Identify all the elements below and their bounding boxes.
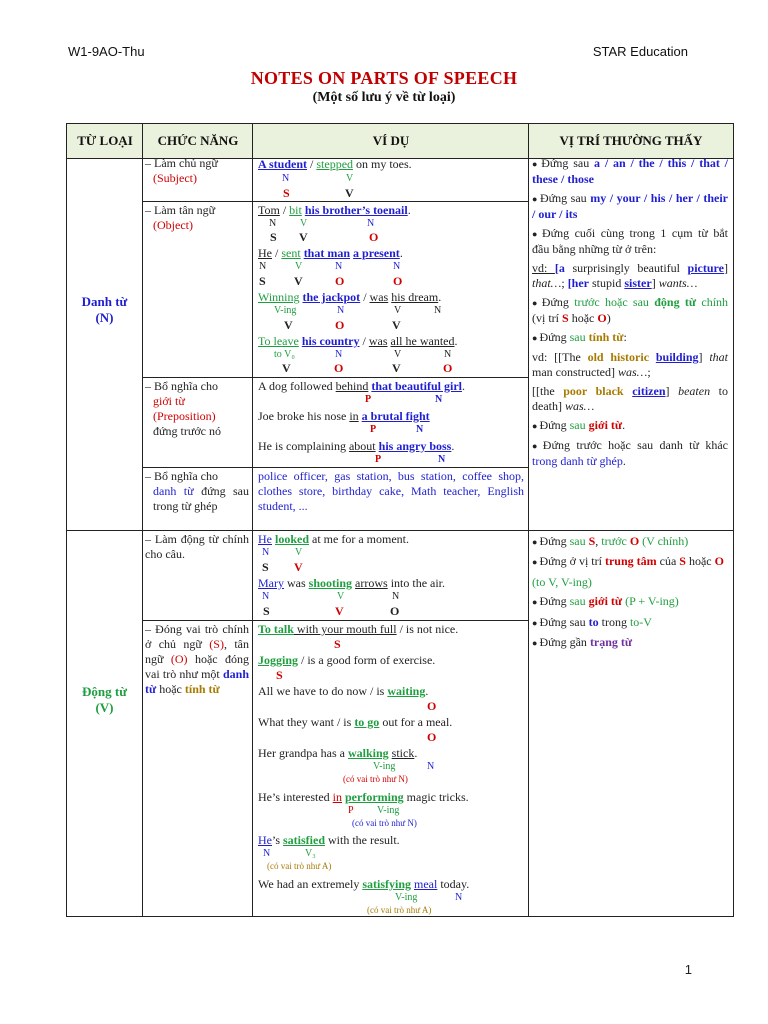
verb-abbr: (V) [95,700,114,715]
verb-function-noun-adj: – Đóng vai trò chính ở chủ ngữ (S), tân ngữ (O) hoặc đóng vai trò như một danh từ hoặc tính từ [145,622,249,696]
noun-example-5: To leave his country / was all he wanted. [258,334,458,348]
function-colored: (Object) [153,218,193,232]
tag-n: N [282,173,290,184]
grid-line [142,201,529,202]
function-colored: giới từ [153,394,185,408]
tag-n: N [335,261,343,272]
tag-p: P [370,424,377,435]
tag-v: V [394,349,402,360]
tag-tov: to V₀ [274,349,295,360]
noun-label [67,294,142,326]
grid-line [142,377,529,378]
verb-example-2: Mary was shooting arrows into the air. [258,576,446,590]
role-s: S [334,637,341,651]
role-v: V [299,230,308,244]
noun-example-2: Tom / bit his brother’s toenail. [258,203,411,217]
role-note: (có vai trò như A) [267,861,332,871]
grid-line [67,530,733,531]
tag-n: N [444,349,452,360]
tag-p: P [348,805,354,816]
noun-function-compound [145,469,249,514]
header-left: W1-9AO-Thu [68,44,145,59]
tag-n: N [427,761,435,772]
tag-n: N [434,305,442,316]
noun-function-object [145,203,249,233]
role-o: O [443,361,453,375]
function-text: đứng sau trong từ ghép [153,484,250,513]
role-v: V [294,560,303,574]
noun-example-8: He is complaining about his angry boss. [258,439,455,453]
tag-ving: V-ing [395,892,418,903]
tag-n: N [416,424,424,435]
grid-line [252,124,253,916]
page-title: NOTES ON PARTS OF SPEECH [250,68,518,88]
header-chuc-nang: CHỨC NĂNG [143,124,253,158]
tag-n: N [438,454,446,465]
noun-abbr: (N) [95,310,114,325]
tag-n: N [337,305,345,316]
verb-example-6: What they want / is to go out for a meal. [258,715,453,729]
noun-name: Danh từ [81,294,128,309]
tag-v: V [295,547,303,558]
role-o: O [335,318,345,332]
role-note: (có vai trò như A) [367,905,432,915]
role-v: V [335,604,344,618]
noun-example-1: A student / stepped on my toes. [258,157,412,171]
noun-function-subject [145,156,249,186]
grid-line [142,620,529,621]
tag-n: N [269,218,277,229]
role-s: S [259,274,266,288]
tag-n: N [335,349,343,360]
role-v: V [392,361,401,375]
role-v: V [345,186,354,200]
role-s: S [262,560,269,574]
tag-n: N [367,218,375,229]
noun-example-compound: police officer, gas station, bus station, coffee shop, clothes store, birthday cake, Math teacher, English student, ... [258,469,524,513]
verb-function-main: – Làm động từ chính cho câu. [145,532,249,561]
tag-p: P [365,394,372,405]
tag-v: V [394,305,402,316]
verb-example-10: We had an extremely satisfying meal today. [258,877,470,891]
verb-example-4: Jogging / is a good form of exercise. [258,653,436,667]
role-note: (có vai trò như N) [343,774,408,784]
tag-n: N [392,591,400,602]
role-v: V [282,361,291,375]
header-tu-loai: TỪ LOẠI [67,124,143,158]
tag-n: N [263,848,271,859]
tag-v3: V₃ [305,848,316,859]
grid-line [142,124,143,916]
tag-v: V [295,261,303,272]
verb-name: Động từ [82,684,127,699]
parts-of-speech-table [66,123,734,917]
verb-example-3: To talk with your mouth full / is not nice. [258,622,459,636]
page-number: 1 [684,962,692,977]
function-colored: (Preposition) [153,409,216,423]
tag-n: N [435,394,443,405]
role-o: O [334,361,344,375]
noun-positions: ● Đứng sau a / an / the / this / that / these / those ● Đứng sau my / your / his / her / their / our / its ● Đứng cuối cùng trong 1 cụm từ bắt đầu bằng những từ ở trên: vd: [a surprisingly beautiful picture] that…; [her stupid sister] wants… ● Đứng trước hoặc sau động từ chính (vị trí S hoặc O) ● Đứng sau tính từ: vd: [[The old historic building] that man constructed] was…; [[the poor black citizen] beaten to death] was… ● Đứng sau giới từ. ● Đứng trước hoặc sau danh từ khác trong danh từ ghép. [532,156,728,469]
tag-v: V [337,591,345,602]
function-text: – Làm tân ngữ [145,203,216,217]
page-subtitle: (Một số lưu ý về từ loại) [312,90,456,105]
role-s: S [283,186,290,200]
tag-p: P [375,454,382,465]
role-o: O [369,230,379,244]
role-s: S [263,604,270,618]
function-text: – Bổ nghĩa cho [145,379,218,393]
role-o: O [335,274,345,288]
verb-example-9: He’s satisfied with the result. [258,833,400,847]
verb-label [67,684,142,716]
function-text: – Bổ nghĩa cho [145,469,218,483]
function-text: – Làm chủ ngữ [145,156,218,170]
role-s: S [276,668,283,682]
function-text: đứng trước nó [153,424,222,438]
noun-example-6: A dog followed behind that beautiful girl. [258,379,466,393]
tag-n: N [262,547,270,558]
role-v: V [392,318,401,332]
role-o: O [393,274,403,288]
header-vi-tri: VỊ TRÍ THƯỜNG THẤY [529,124,733,158]
grid-line [142,467,529,468]
verb-positions: ● Đứng sau S, trước O (V chính) ● Đứng ở vị trí trung tâm của S hoặc O (to V, V-ing) ● Đứng sau giới từ (P + V-ing) ● Đứng sau to trong to-V ● Đứng gần trạng từ [532,532,728,653]
role-v: V [284,318,293,332]
tag-n: N [262,591,270,602]
role-o: O [390,604,400,618]
tag-v: V [300,218,308,229]
role-o: O [427,730,437,744]
tag-n: N [455,892,463,903]
tag-ving: V-ing [377,805,400,816]
noun-example-7: Joe broke his nose in a brutal fight [258,409,430,423]
role-v: V [294,274,303,288]
function-colored: (Subject) [153,171,197,185]
grid-line [528,124,529,916]
tag-n: N [259,261,267,272]
tag-ving: V-ing [373,761,396,772]
header-vi-du: VÍ DỤ [253,124,529,158]
noun-example-4: Winning the jackpot / was his dream. [258,290,442,304]
noun-function-preposition [145,379,249,439]
tag-v: V [346,173,354,184]
verb-example-8: He’s interested in performing magic tricks. [258,790,469,804]
tag-ving: V-ing [274,305,297,316]
verb-example-5: All we have to do now / is waiting. [258,684,429,698]
verb-example-7: Her grandpa has a walking stick. [258,746,418,760]
function-colored: danh từ [153,484,194,498]
role-note: (có vai trò như N) [352,818,417,828]
tag-n: N [393,261,401,272]
role-o: O [427,699,437,713]
verb-example-1: He looked at me for a moment. [258,532,409,546]
role-s: S [270,230,277,244]
header-right: STAR Education [592,44,688,59]
noun-example-3: He / sent that man a present. [258,246,403,260]
